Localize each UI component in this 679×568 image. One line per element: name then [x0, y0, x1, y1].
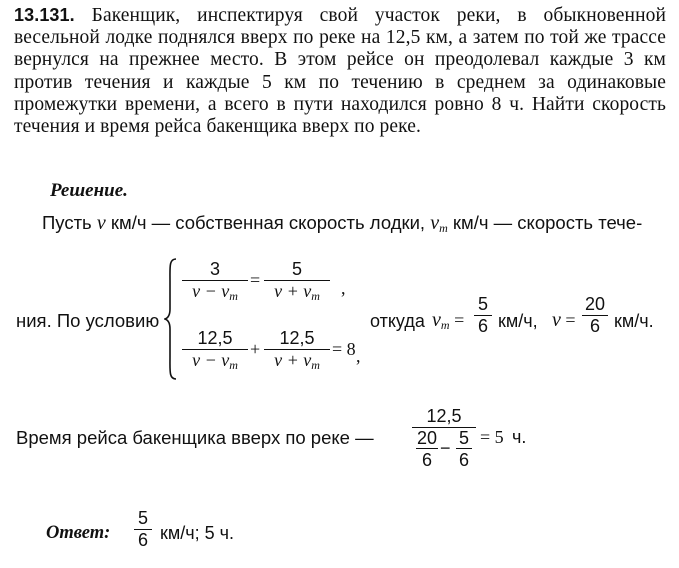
- problem-text: Бакенщик, инспектируя свой участок реки, в обыкновенной весельной лодке поднялся вверх по реке на 12,5 км, а затем по той же трассе вернулся на прежнее место. В этом рейсе он преодолевал каждые 3 км против течения и каждые 5 км по течению в среднем за одинаковые промежутки времени, а всего в пути находился ровно 8 ч. Найти скорость течения и время рейса бакенщика вверх по реке.: [14, 5, 666, 138]
- let-word: Пусть: [42, 212, 92, 233]
- var-v: v: [96, 212, 106, 234]
- result-vt-unit: км/ч,: [498, 311, 538, 331]
- var-vt: v: [430, 212, 440, 234]
- problem-statement: [14, 4, 666, 138]
- eq1-comma: ,: [341, 278, 346, 298]
- time-unit: ч.: [512, 427, 527, 447]
- answer-fraction: 5 6: [134, 508, 152, 551]
- result-v-fraction: 20 6: [582, 294, 608, 337]
- time-result: = 5: [480, 427, 504, 447]
- solution-line-1: [42, 212, 642, 236]
- solution-heading: Решение.: [50, 180, 128, 201]
- condition-text: ния. По условию: [16, 310, 160, 331]
- own-speed-text: км/ч — собственная скорость лодки,: [110, 212, 426, 233]
- eq2-comma: ,: [356, 346, 361, 366]
- eq1-left-fraction: 3 $v - v_т$: [182, 259, 248, 307]
- eq2-right-fraction: 12,5 $v + v_т$: [264, 328, 330, 376]
- time-fraction: 12,5 20 6 − 5 6: [412, 406, 476, 472]
- time-text: Время рейса бакенщика вверх по реке —: [16, 427, 374, 448]
- current-speed-text: км/ч — скорость тече-: [452, 212, 643, 233]
- eq1-equals: =: [250, 270, 261, 290]
- result-vt-fraction: 5 6: [474, 294, 492, 337]
- eq2-result: = 8: [332, 339, 356, 359]
- whence-word: откуда: [370, 311, 425, 331]
- system-brace: [164, 257, 178, 381]
- eq2-left-fraction: 12,5 $v - v_т$: [182, 328, 248, 376]
- result-vt: $v_т$ =: [432, 309, 465, 332]
- var-vt-sub: т: [439, 221, 448, 235]
- problem-number: 13.131.: [14, 5, 75, 25]
- result-v-unit: км/ч.: [614, 311, 654, 331]
- answer-label: Ответ:: [46, 523, 111, 543]
- eq2-plus: +: [250, 339, 261, 359]
- answer-unit: км/ч; 5 ч.: [160, 523, 235, 543]
- eq1-right-fraction: 5 $v + v_т$: [264, 259, 330, 307]
- result-v: v =: [552, 309, 576, 331]
